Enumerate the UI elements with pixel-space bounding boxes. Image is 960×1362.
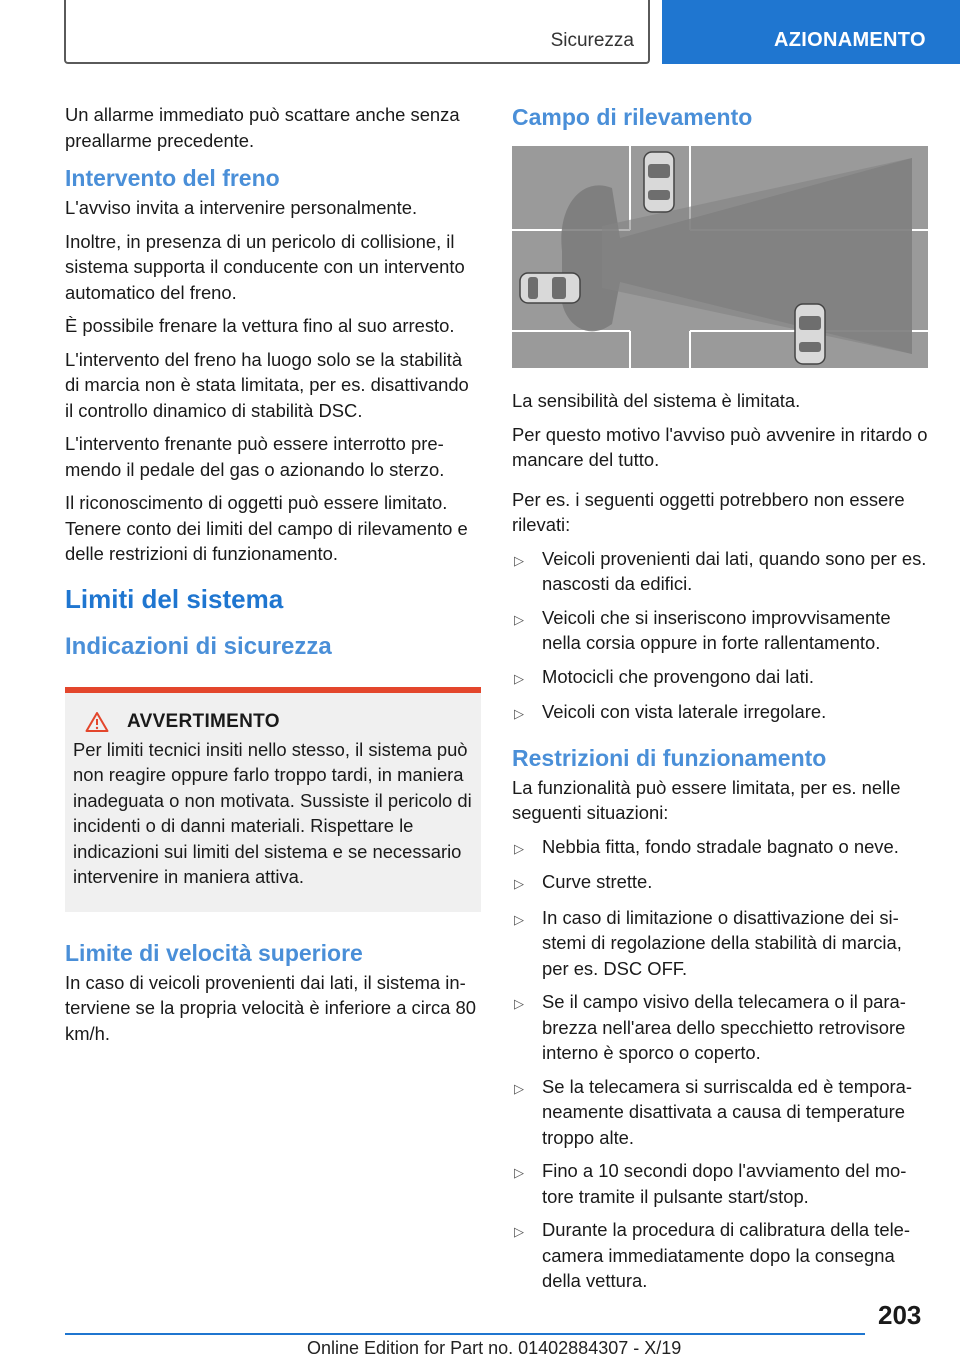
speed-limit-heading: Limite di velocità superiore: [65, 939, 363, 966]
bullet-triangle-icon: ▷: [514, 996, 524, 1011]
brake-paragraph: L'intervento frenante può essere interrotto premendo il pedale del gas o azionando lo sterzo.: [65, 433, 445, 480]
list-item: ▷ Curve strette.: [512, 869, 928, 897]
list-item: ▷ Se il campo visivo della telecamera o il parabrezza nell'area dello specchietto retrovisore interno è sporco o coperto.: [512, 989, 928, 1066]
intro-paragraph: Un allarme immediato può scattare anche senza preallarme precedente.: [65, 104, 460, 151]
warning-box: [65, 687, 481, 912]
detection-range-heading: Campo di rilevamento: [512, 104, 753, 130]
bullet-triangle-icon: ▷: [514, 1165, 524, 1180]
car-top: [644, 152, 674, 212]
left-column: [65, 102, 481, 1054]
brake-heading: Intervento del freno: [65, 165, 280, 191]
objects-intro: Per es. i seguenti oggetti potrebbero non essere rilevati:: [512, 488, 905, 535]
car-bottom: [795, 304, 825, 364]
restrictions-intro: La funzionalità può essere limitata, per es. nelle seguenti situazioni:: [512, 776, 901, 823]
warning-header: [85, 711, 473, 733]
brake-paragraph: È possibile frenare la vettura fino al suo arresto.: [65, 315, 455, 336]
warning-text: Per limiti tecnici insiti nello stesso, il sistema può non reagire oppure farlo troppo tardi, in maniera inadeguata o non motivata. Sussiste il pericolo di incidenti o di danni materiali. Rispettare le indicazioni sui limiti del sistema e se necessario intervenire in maniera attiva.: [73, 738, 472, 887]
list-item: ▷ Motocicli che provengono dai lati.: [512, 664, 928, 692]
bullet-triangle-icon: ▷: [514, 876, 524, 891]
bullet-triangle-icon: ▷: [514, 552, 524, 568]
brake-paragraph: L'avviso invita a intervenire personalmente.: [65, 197, 418, 218]
header-section-box: [64, 0, 650, 64]
detection-range-diagram: [512, 146, 928, 368]
system-limits-heading: Limiti del sistema: [65, 583, 284, 614]
bullet-triangle-icon: ▷: [514, 611, 524, 627]
bullet-triangle-icon: ▷: [514, 670, 524, 686]
header-section-title: Sicurezza: [550, 30, 634, 51]
footer-divider: [65, 1333, 865, 1335]
objects-list: [512, 546, 928, 727]
list-item: ▷ Durante la procedura di calibratura della telecamera immediatamente dopo la consegna della vettura.: [512, 1217, 928, 1294]
list-item: ▷ In caso di limitazione o disattivazione dei sistemi di regolazione della stabilità di marcia, per es. DSC OFF.: [512, 905, 928, 982]
range-paragraph: Per questo motivo l'avviso può avvenire in ritardo o mancare del tutto.: [512, 423, 928, 470]
list-item: ▷ Se la telecamera si surriscalda ed è temporaneamente disattivata a causa di temperature troppo alte.: [512, 1074, 928, 1151]
bullet-triangle-icon: ▷: [514, 1080, 524, 1096]
list-item: ▷ Veicoli con vista laterale irregolare.: [512, 699, 928, 727]
list-item: ▷ Nebbia fitta, fondo stradale bagnato o neve.: [512, 834, 928, 862]
brake-paragraph: Il riconoscimento di oggetti può essere limitato. Tenere conto dei limiti del campo di rilevamento e delle restrizioni di funzionamento.: [65, 492, 468, 564]
page-number: 203: [878, 1300, 922, 1330]
bullet-triangle-icon: ▷: [514, 1224, 524, 1239]
list-item: ▷ Veicoli che si inseriscono improvvisamente nella corsia oppure in forte rallentamento.: [512, 605, 928, 656]
list-item: ▷ Fino a 10 secondi dopo l'avviamento del motore tramite il pulsante start/stop.: [512, 1158, 928, 1209]
list-item: ▷ Veicoli provenienti dai lati, quando sono per es. nascosti da edifici.: [512, 546, 928, 597]
bullet-triangle-icon: ▷: [514, 911, 524, 927]
right-column: [512, 102, 928, 1302]
header-chapter-tab[interactable]: [662, 0, 960, 64]
range-paragraph: La sensibilità del sistema è limitata.: [512, 390, 801, 411]
car-left: [520, 273, 580, 303]
warning-triangle-icon: [85, 711, 109, 733]
brake-paragraph: L'intervento del freno ha luogo solo se la stabilità di marcia non è stata limitata, per es. disattivando il controllo dinamico di stabilità DSC.: [65, 348, 469, 421]
footer-edition: Online Edition for Part no. 01402884307 - X/19: [307, 1338, 682, 1358]
restrictions-heading: Restrizioni di funzionamento: [512, 744, 827, 771]
speed-limit-text: In caso di veicoli provenienti dai lati, il sistema interviene se la propria velocità è inferiore a circa 80 km/h.: [65, 971, 476, 1044]
bullet-triangle-icon: ▷: [514, 706, 524, 721]
bullet-triangle-icon: ▷: [514, 840, 524, 856]
restrictions-list: [512, 834, 928, 1294]
safety-heading: Indicazioni di sicurezza: [65, 632, 332, 660]
header-chapter-label: AZIONAMENTO: [774, 29, 926, 51]
warning-title: AVVERTIMENTO: [127, 710, 280, 732]
brake-paragraph: Inoltre, in presenza di un pericolo di collisione, il sistema supporta il conducente con un intervento automatico del freno.: [65, 230, 465, 303]
